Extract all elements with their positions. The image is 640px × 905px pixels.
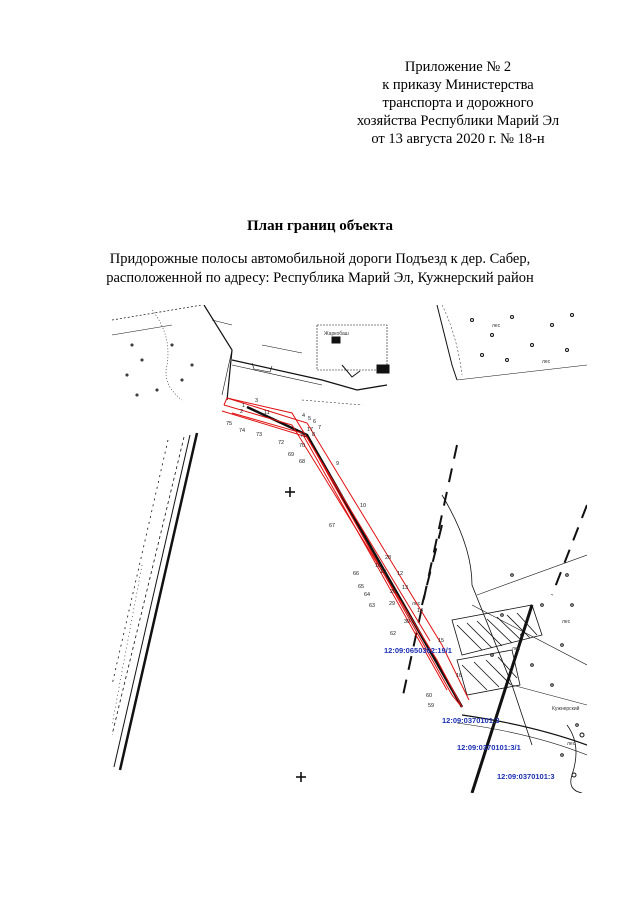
point-label: 15 — [438, 638, 445, 644]
left-road-lines — [112, 433, 197, 770]
forest-label-3: лес — [512, 646, 521, 652]
cadastral-number-1: 12:09:0650302:19/1 — [384, 646, 452, 655]
forest-label-2: лес — [542, 359, 551, 365]
point-label: 71 — [300, 433, 307, 439]
point-label: 13 — [402, 585, 409, 591]
point-label: 62 — [390, 631, 397, 637]
point-label: 68 — [299, 459, 306, 465]
top-left-map-fragment — [112, 305, 232, 400]
appendix-line-1: Приложение № 2 — [404, 59, 512, 75]
point-label: 3 — [255, 398, 259, 404]
point-label: 2 — [240, 409, 244, 415]
place-label-kuzhener: Кужнерский — [552, 706, 580, 712]
top-right-forest — [437, 305, 587, 380]
subtitle-line-1: Придорожные полосы автомобильной дороги Подъезд к дер. Сабер, — [109, 251, 531, 267]
village-label: Жаркобаш — [324, 331, 349, 337]
forest-label-4: лес — [562, 619, 571, 625]
forest-label-6: лес — [567, 741, 576, 747]
point-label: 20 — [390, 589, 397, 595]
point-label: 8 — [312, 432, 316, 438]
point-label: 28 — [385, 555, 392, 561]
point-label: 30 — [404, 619, 411, 625]
forest-label-1: лес — [492, 323, 501, 329]
cadastral-number-2: 12:09:0370101:3 — [442, 716, 500, 725]
subtitle-line-2: расположенной по адресу: Республика Марий Эл, Кужнерский район — [106, 270, 534, 286]
point-label: 29 — [389, 601, 396, 607]
point-label: 63 — [369, 603, 376, 609]
page-subtitle — [0, 250, 640, 288]
page-title: План границ объекта — [246, 218, 394, 234]
point-label: 7 — [318, 425, 322, 431]
cadastral-number-4: 12:09:0370101:3 — [497, 772, 555, 781]
point-label: 19 — [380, 569, 387, 575]
point-labels — [226, 398, 462, 709]
boundary-map — [112, 305, 587, 793]
village-block — [232, 325, 389, 405]
point-label: 18 — [375, 563, 382, 569]
road-centerline — [247, 407, 462, 707]
point-label: 11 — [264, 410, 270, 416]
point-label: 1 — [242, 403, 246, 409]
point-label: 74 — [239, 428, 246, 434]
point-label: 59 — [428, 703, 435, 709]
appendix-line-4: хозяйства Республики Марий Эл — [356, 113, 560, 129]
cadastral-number-3: 12:09:0370101:3/1 — [457, 743, 521, 752]
point-label: 69 — [288, 452, 295, 458]
point-label: 12 — [397, 571, 404, 577]
point-label: 17 — [307, 427, 314, 433]
appendix-line-5: от 13 августа 2020 г. № 18-н — [371, 131, 545, 147]
appendix-header — [328, 58, 588, 148]
point-label: 6 — [313, 419, 317, 425]
point-label: 16 — [456, 673, 463, 679]
point-label: 70 — [299, 443, 306, 449]
point-label: 66 — [353, 571, 360, 577]
right-dashed-boundary — [402, 445, 587, 700]
point-label: 72 — [278, 440, 285, 446]
point-label: 9 — [336, 461, 340, 467]
point-label: 10 — [360, 503, 367, 509]
point-label: 65 — [358, 584, 365, 590]
point-label: 67 — [329, 523, 336, 529]
point-label: 73 — [256, 432, 263, 438]
map-svg — [112, 305, 587, 793]
point-label: 75 — [226, 421, 233, 427]
point-label: 4 — [302, 413, 306, 419]
grid-crosses — [285, 487, 306, 782]
forest-label-5: лес — [412, 601, 421, 607]
point-label: 60 — [426, 693, 433, 699]
appendix-line-3: транспорта и дорожного — [382, 95, 534, 111]
point-label: 64 — [364, 592, 371, 598]
roadside-strip-boundary — [222, 398, 469, 707]
hatched-field — [452, 605, 542, 793]
point-label: 5 — [308, 416, 312, 422]
point-label: 14 — [417, 608, 424, 614]
appendix-line-2: к приказу Министерства — [382, 77, 534, 93]
